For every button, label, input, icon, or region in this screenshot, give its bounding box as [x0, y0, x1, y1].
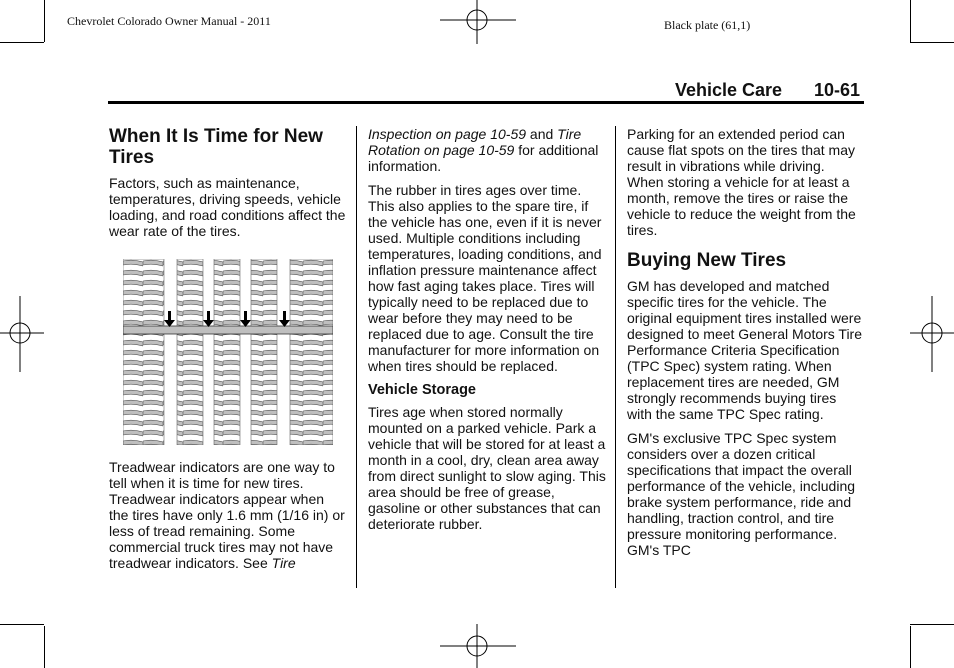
tire-rotation-link[interactable]: Tire Rotation on page 10-59 — [368, 126, 582, 158]
crop-mark — [44, 626, 45, 668]
inspection-link[interactable]: Inspection on page 10-59 — [368, 126, 527, 142]
registration-mark-right-icon — [910, 296, 954, 372]
tire-inspection-link[interactable]: Tire — [271, 555, 296, 571]
registration-mark-left-icon — [0, 296, 44, 372]
column-divider — [356, 126, 357, 588]
column-1 — [109, 126, 347, 579]
and-text: and — [526, 126, 558, 142]
crop-mark — [910, 624, 954, 625]
treadwear-indicator-illustration — [123, 259, 333, 445]
paragraph-continuation — [368, 126, 606, 174]
crop-mark — [0, 624, 44, 625]
page-number: 10-61 — [814, 80, 861, 100]
column-divider — [615, 126, 616, 588]
registration-mark-bottom-icon — [440, 624, 516, 668]
paragraph-gm-tires: GM has developed and matched specific tires for the vehicle. The original equipment tires installed were designed to meet General Motors Tire Performance Criteria Specification (TPC Spec) system rating. When replacement tires are needed, GM strongly recommends buying tires with the same TPC Spec rating. — [627, 278, 863, 422]
paragraph-factors: Factors, such as maintenance, temperatures, driving speeds, vehicle loading, and road conditions affect the wear rate of the tires. — [109, 175, 346, 239]
column-2 — [368, 126, 606, 540]
crop-mark — [0, 42, 44, 43]
paragraph-treadwear — [109, 459, 347, 571]
paragraph-parking: Parking for an extended period can cause flat spots on the tires that may result in vibrations while driving. When storing a vehicle for at least a month, remove the tires or raise the vehicle to reduce the weight from the tires. — [627, 126, 856, 238]
section-title: Vehicle Care — [675, 80, 783, 100]
paragraph-rubber-aging: The rubber in tires ages over time. This also applies to the spare tire, if the vehicle has one, even if it is never used. Multiple conditions including temperatures, loading conditions, and inflation pressure maintenance affect how fast aging takes place. Tires will typically need to be replaced due to wear before they may need to be replaced due to age. Consult the tire manufacturer for more information on when tires should be replaced. — [368, 182, 602, 374]
crop-mark — [910, 0, 911, 42]
paragraph-tpc-spec: GM's exclusive TPC Spec system considers over a dozen critical specifications that impact the overall performance of the vehicle, including brake system performance, ride and handling, traction control, and tire pressure monitoring performance. GM's TPC — [627, 430, 856, 558]
treadwear-text: Treadwear indicators are one way to tell when it is time for new tires. Treadwear indicators appear when the tires have only 1.6 mm (1/16 in) or less of tread remaining. Some commercial truck tires may not have treadwear indicators. See — [109, 459, 345, 571]
additional-info-text: for additional information. — [368, 142, 599, 174]
manual-title: Chevrolet Colorado Owner Manual - 2011 — [67, 14, 271, 28]
crop-mark — [910, 42, 954, 43]
plate-label: Black plate (61,1) — [664, 18, 751, 32]
paragraph-storage: Tires age when stored normally mounted on a parked vehicle. Park a vehicle that will be stored for at least a month in a cool, dry, clean area away from direct sunlight to slow aging. This area should be free of grease, gasoline or other substances that can deteriorate rubber. — [368, 404, 606, 532]
heading-vehicle-storage: Vehicle Storage — [368, 382, 476, 398]
heading-buying-new-tires: Buying New Tires — [627, 250, 787, 271]
header-rule — [108, 101, 864, 104]
column-3 — [627, 126, 865, 566]
registration-mark-top-icon — [440, 0, 516, 44]
heading-new-tires: When It Is Time for New Tires — [109, 126, 323, 168]
crop-mark — [44, 0, 45, 42]
crop-mark — [910, 626, 911, 668]
